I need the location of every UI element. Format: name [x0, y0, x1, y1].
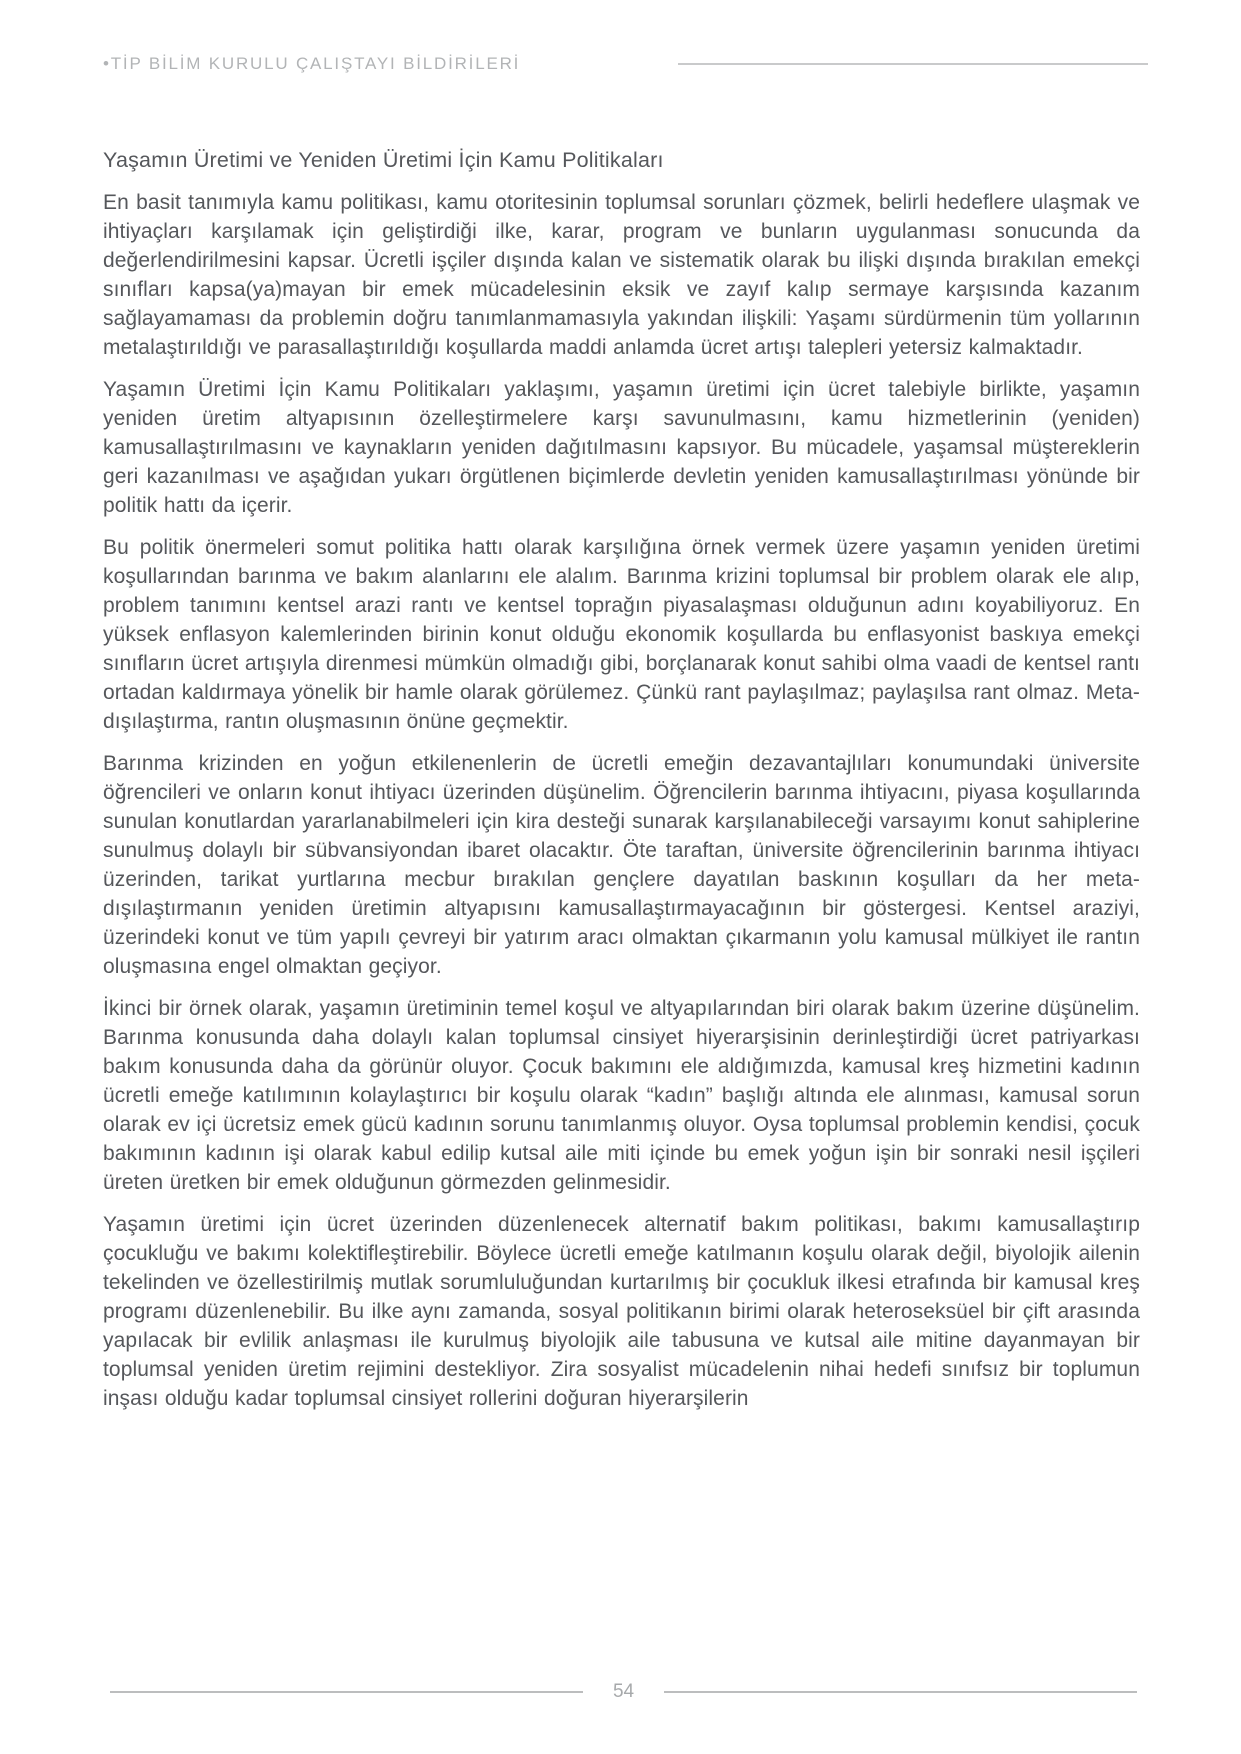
header-rule	[678, 63, 1148, 65]
page-footer	[110, 1681, 1137, 1703]
paragraph-6: Yaşamın üretimi için ücret üzerinden düzenlenecek alternatif bakım politikası, bakımı kamusallaştırıp çocukluğu ve bakımı kolektifleştirebilir. Böylece ücretli emeğe katılmanın koşulu olarak değil, biyolojik ailenin tekelinden ve özellestirilmiş mutlak sorumluluğundan kurtarılmış bir çocukluk ilkesi etrafında bir kamusal kreş programı düzenlenebilir. Bu ilke aynı zamanda, sosyal politikanın birimi olarak heteroseksüel bir çift arasında yapılacak bir evlilik anlaşması ile kurulmuş biyolojik aile tabusuna ve kutsal aile mitine dayanmayan bir toplumsal yeniden üretim rejimini destekliyor. Zira sosyalist mücadelenin nihai hedefi sınıfsız bir toplumun inşası olduğu kadar toplumsal cinsiyet rollerini doğuran hiyerarşilerin	[103, 1213, 1140, 1410]
page-header	[103, 54, 1148, 74]
paragraph-2: Yaşamın Üretimi İçin Kamu Politikaları yaklaşımı, yaşamın üretimi için ücret talebiyle birlikte, yaşamın yeniden üretim altyapısının özelleştirmelere karşı savunulmasını, kamu hizmetlerinin (yeniden) kamusallaştırılmasını ve kaynakların yeniden dağıtılmasını kapsıyor. Bu mücadele, yaşamsal müştereklerin geri kazanılması ve aşağıdan yukarı örgütlenen biçimlerde devletin yeniden kamusallaştırılması yönünde bir politik hattı da içerir.	[103, 378, 1140, 517]
page-number: 54	[612, 1681, 635, 1702]
paragraph-4: Barınma krizinden en yoğun etkilenenlerin de ücretli emeğin dezavantajlıları konumundaki üniversite öğrencileri ve onların konut ihtiyacı üzerinden düşünelim. Öğrencilerin barınma ihtiyacını, piyasa koşullarında sunulan konutlardan yararlanabilmeleri için kira desteği sunarak karşılanabileceği varsayımı konut sahiplerine sunulmuş dolaylı bir sübvansiyondan ibaret olacaktır. Öte taraftan, üniversite öğrencilerinin barınma ihtiyacı üzerinden, tarikat yurtlarına mecbur bırakılan gençlere dayatılan baskının koşulları da her meta-dışılaştırmanın yeniden üretimin altyapısını kamusallaştırmayacağının bir göstergesi. Kentsel araziyi, üzerindeki konut ve tüm yapılı çevreyi bir yatırım aracı olmaktan çıkarmanın yolu kamusal mülkiyet ile rantın oluşmasına engel olmaktan geçiyor.	[103, 752, 1140, 978]
footer-rule-right	[664, 1691, 1137, 1693]
paragraph-1: En basit tanımıyla kamu politikası, kamu otoritesinin toplumsal sorunları çözmek, belirli hedeflere ulaşmak ve ihtiyaçları karşılamak için geliştirdiği ilke, karar, program ve bunların uygulanması sonucunda da değerlendirilmesini kapsar. Ücretli işçiler dışında kalan ve sistematik olarak bu ilişki dışında bırakılan emekçi sınıfları kapsa(ya)mayan bir emek mücadelesinin eksik ve zayıf kalıp sermaye karşısında kazanım sağlayamaması da problemin doğru tanımlanmamasıyla yakından ilişkili: Yaşamı sürdürmenin tüm yollarının metalaştırıldığı ve parasallaştırıldığı koşullarda maddi anlamda ücret artışı talepleri yetersiz kalmaktadır.	[103, 191, 1140, 359]
document-body	[103, 148, 1140, 1426]
footer-rule-left	[110, 1691, 583, 1693]
paragraph-5: İkinci bir örnek olarak, yaşamın üretiminin temel koşul ve altyapılarından biri olarak bakım üzerine düşünelim. Barınma konusunda daha dolaylı kalan toplumsal cinsiyet hiyerarşisinin derinleştirdiği ücret patriyarkası bakım konusunda daha da görünür oluyor. Çocuk bakımını ele aldığımızda, kamusal kreş hizmetini kadının ücretli emeğe katılımının kolaylaştırıcı bir koşulu olarak “kadın” başlığı altında ele alınması, kamusal sorun olarak ev içi ücretsiz emek gücü kadının sorunu tanımlanmış oluyor. Oysa toplumsal problemin kendisi, çocuk bakımının kadının işi olarak kabul edilip kutsal aile miti içinde bu emek yoğun işin bir sonraki nesil işçileri üreten üretken bir emek olduğunun görmezden gelinmesidir.	[103, 997, 1140, 1194]
paragraph-3: Bu politik önermeleri somut politika hattı olarak karşılığına örnek vermek üzere yaşamın yeniden üretimi koşullarından barınma ve bakım alanlarını ele alalım. Barınma krizini toplumsal bir problem olarak ele alıp, problem tanımını kentsel arazi rantı ve kentsel toprağın piyasalaşması olduğunun adını koyabiliyoruz. En yüksek enflasyon kalemlerinden birinin konut olduğu ekonomik koşullarda bu enflasyonist baskıya emekçi sınıfların ücret artışıyla direnmesi mümkün olmadığı gibi, borçlanarak konut sahibi olma vaadi de kentsel rantı ortadan kaldırmaya yönelik bir hamle olarak görülemez. Çünkü rant paylaşılmaz; paylaşılsa rant olmaz. Meta-dışılaştırma, rantın oluşmasının önüne geçmektir.	[103, 536, 1140, 733]
page-title: Yaşamın Üretimi ve Yeniden Üretimi İçin Kamu Politikaları	[103, 148, 664, 172]
header-label: •TİP BİLİM KURULU ÇALIŞTAYI BİLDİRİLERİ	[103, 54, 521, 73]
